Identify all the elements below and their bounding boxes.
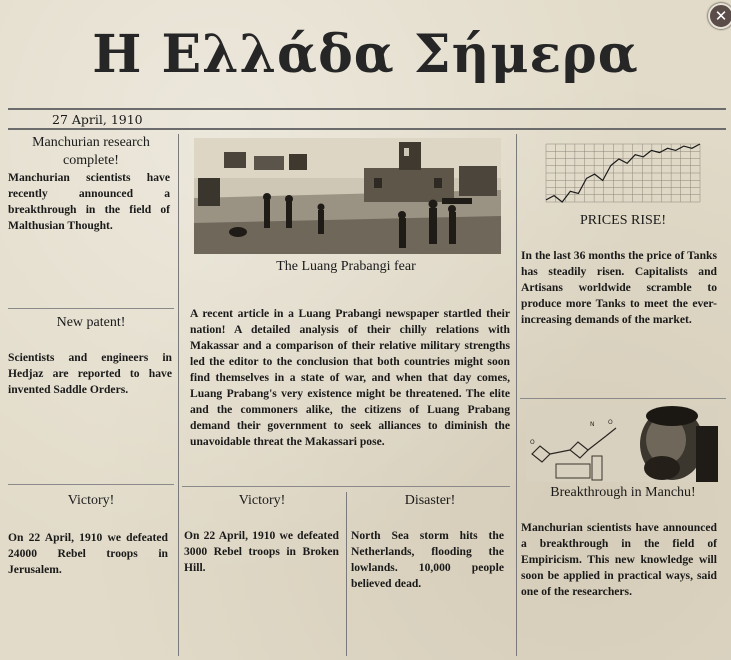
manchurian-research-body: Manchurian scientists have recently announced a breakthrough in the field of Malthusian Thought. <box>8 171 170 232</box>
luang-prabang-caption: The Luang Prabangi fear <box>276 259 416 274</box>
luang-prabang-body: A recent article in a Luang Prabangi newspaper startled their nation! A detailed analysis of their chilly relations with Makassar and a comparison of their relative military strengths led the editor to the conclusion that both countries might soon find themselves in a state of war, and when that day comes, Luang Prabang's very existence might be threatened. The elite and the commoners alike, the citizens of Luang Prabang demand their government to seek alliances to diminish the unavoidable threat the Makassari pose. <box>190 307 510 448</box>
prices-rise-headline: PRICES RISE! <box>580 213 666 228</box>
issue-date: 27 April, 1910 <box>52 112 143 127</box>
section-separator <box>8 484 174 485</box>
victory-broken-hill-body: On 22 April, 1910 we defeated 3000 Rebel troops in Broken Hill. <box>184 529 339 574</box>
prices-rise-body: In the last 36 months the price of Tanks has steadily risen. Capitalists and Artisans worldwide scramble to produce more Tanks to meet the ever-increasing demands of the market. <box>521 249 717 326</box>
victory-jerusalem-body: On 22 April, 1910 we defeated 24000 Rebel troops in Jerusalem. <box>8 531 168 576</box>
victory-broken-hill-headline: Victory! <box>238 493 286 508</box>
luang-prabang-engraving <box>194 138 501 254</box>
svg-text:N: N <box>590 421 595 428</box>
date-rule <box>8 128 726 130</box>
svg-text:O: O <box>530 439 535 446</box>
column-divider-right <box>516 134 517 656</box>
column-divider-bottom <box>346 492 347 656</box>
manchu-breakthrough-headline: Breakthrough in Manchu! <box>550 485 696 500</box>
new-patent-body: Scientists and engineers in Hedjaz are reported to have invented Saddle Orders. <box>8 351 172 396</box>
newspaper-title: Η Ελλάδα Σήμερα <box>92 24 639 85</box>
manchurian-research-headline: Manchurian research complete! <box>32 135 150 168</box>
new-patent-headline: New patent! <box>56 315 126 330</box>
section-separator <box>520 398 726 399</box>
scientist-engraving <box>526 406 718 482</box>
section-separator <box>8 308 174 309</box>
close-icon[interactable]: ✕ <box>708 3 731 29</box>
disaster-headline: Disaster! <box>404 493 456 508</box>
svg-text:O: O <box>608 419 613 426</box>
price-chart <box>540 138 706 208</box>
top-rule <box>8 108 726 110</box>
manchu-breakthrough-body: Manchurian scientists have announced a breakthrough in the field of Empiricism. This new knowledge will soon be applied in practical ways, said one of the researchers. <box>521 521 717 598</box>
disaster-body: North Sea storm hits the Netherlands, flooding the lowlands. 10,000 people believed dead. <box>351 529 504 590</box>
section-separator <box>182 486 510 487</box>
column-divider-left <box>178 134 179 656</box>
victory-jerusalem-headline: Victory! <box>67 493 115 508</box>
